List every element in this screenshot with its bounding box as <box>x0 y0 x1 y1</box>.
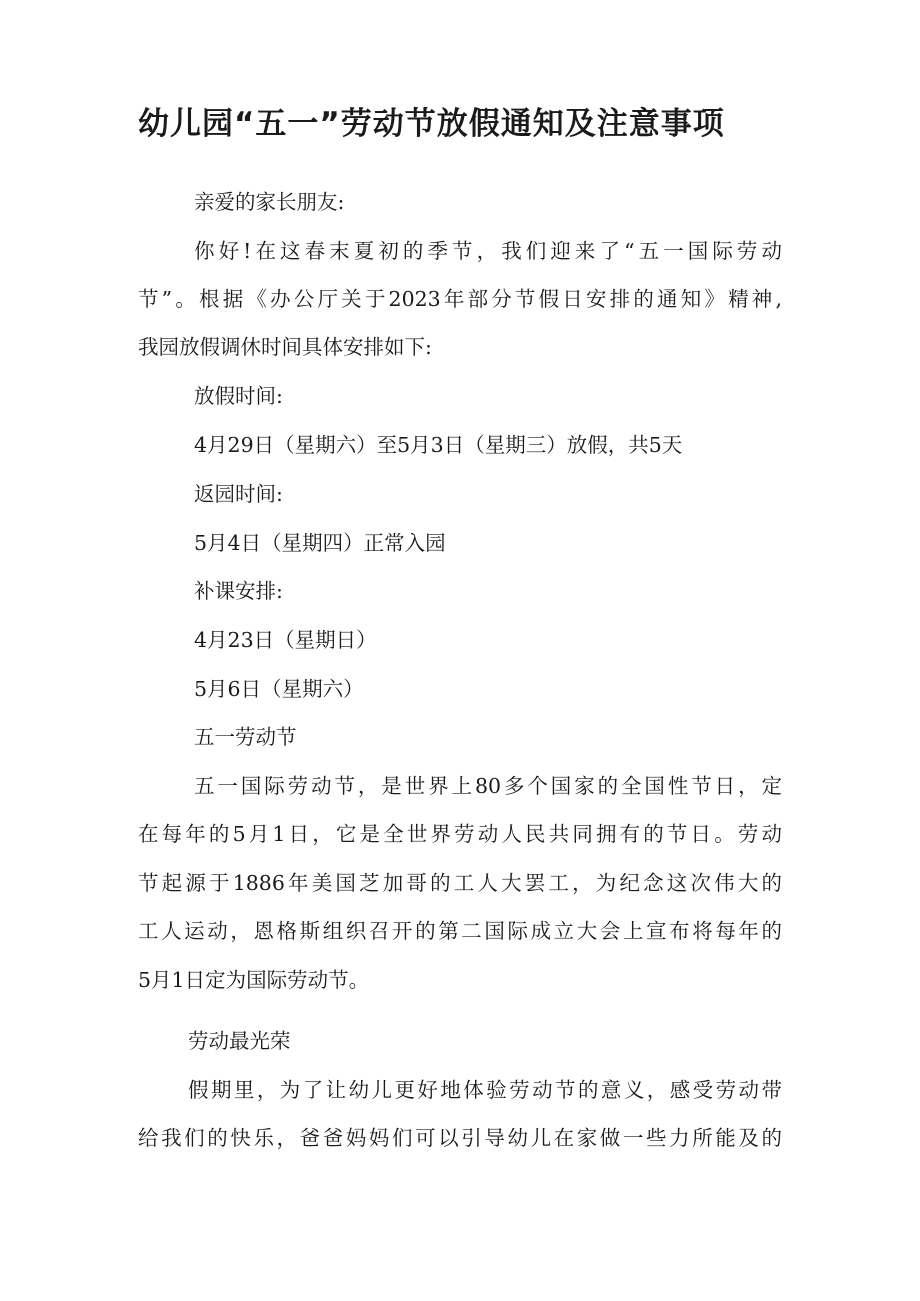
makeup-value-2: 5月6日（星期六） <box>194 677 364 701</box>
section-heading-labor-day: 五一劳动节 <box>194 725 297 749</box>
greeting: 亲爱的家长朋友: <box>194 190 345 214</box>
return-label: 返园时间: <box>194 482 283 506</box>
section1-line-3: 节起源于1886年美国芝加哥的工人大罢工，为纪念这次伟大的 <box>138 871 782 895</box>
intro-line-1: 你好!在这春末夏初的季节，我们迎来了“五一国际劳动 <box>194 239 782 263</box>
holiday-value: 4月29日（星期六）至5月3日（星期三）放假，共5天 <box>194 433 683 457</box>
makeup-label: 补课安排: <box>194 579 283 603</box>
section1-line-5: 5月1日定为国际劳动节。 <box>138 968 370 992</box>
section1-line-2: 在每年的5月1日，它是全世界劳动人民共同拥有的节日。劳动 <box>138 822 782 846</box>
section2-line-1: 假期里，为了让幼儿更好地体验劳动节的意义，感受劳动带 <box>188 1078 782 1102</box>
section-heading-labor-glory: 劳动最光荣 <box>188 1029 291 1053</box>
return-value: 5月4日（星期四）正常入园 <box>194 531 446 555</box>
section1-line-4: 工人运动，恩格斯组织召开的第二国际成立大会上宣布将每年的 <box>138 919 782 943</box>
intro-line-3: 我园放假调休时间具体安排如下: <box>138 335 432 359</box>
holiday-label: 放假时间: <box>194 384 283 408</box>
section2-line-2: 给我们的快乐，爸爸妈妈们可以引导幼儿在家做一些力所能及的 <box>138 1126 782 1150</box>
intro-line-2: 节”。根据《办公厅关于2023年部分节假日安排的通知》精神, <box>138 287 782 311</box>
makeup-value-1: 4月23日（星期日） <box>194 628 377 652</box>
document-title: 幼儿园“五一”劳动节放假通知及注意事项 <box>138 106 725 142</box>
section1-line-1: 五一国际劳动节，是世界上80多个国家的全国性节日，定 <box>194 774 782 798</box>
